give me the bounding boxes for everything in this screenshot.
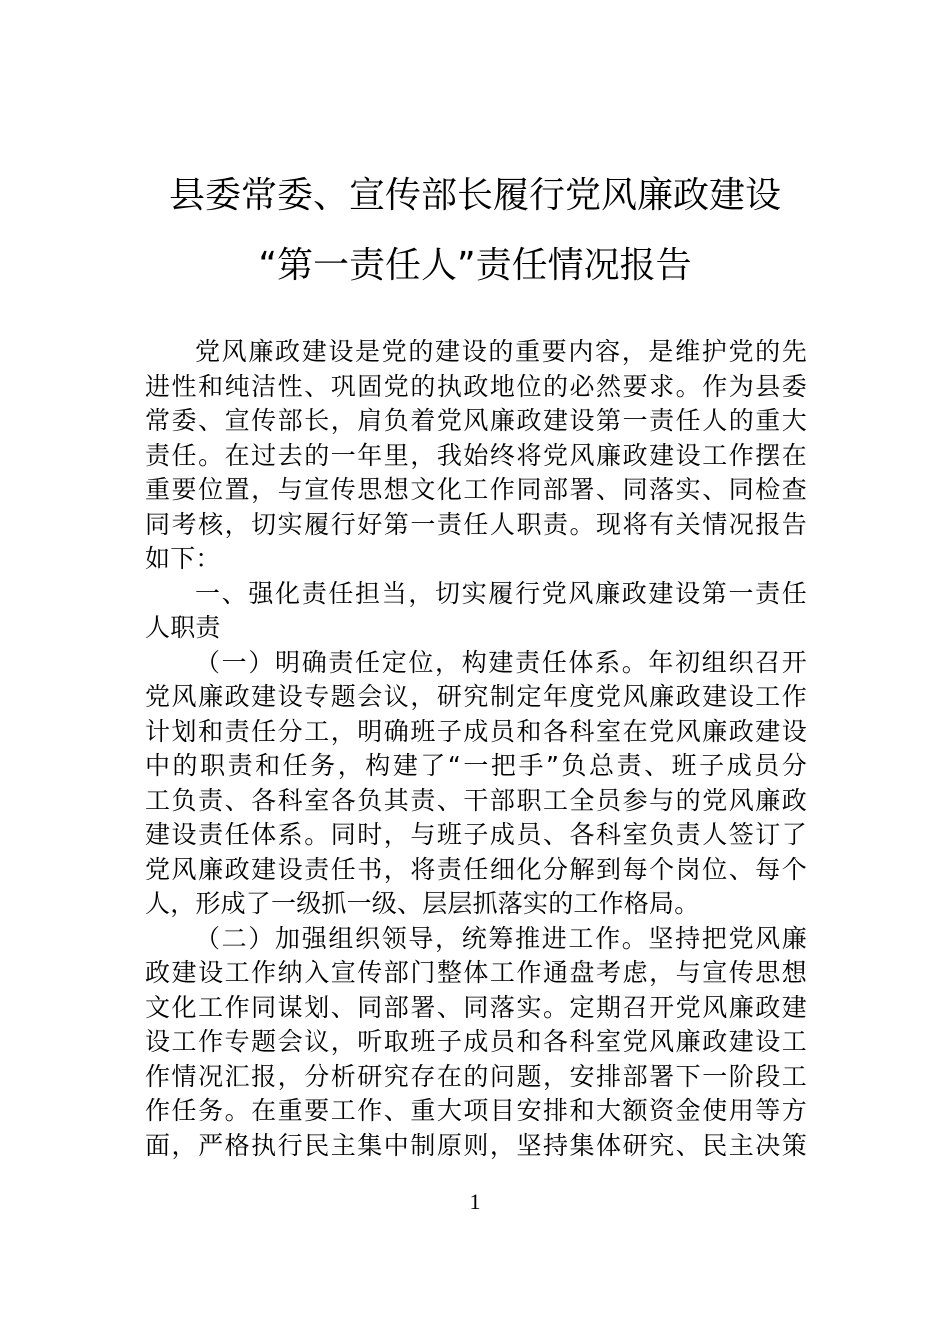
paragraph-line: 如下： <box>145 544 221 573</box>
paragraph-line: 设工作专题会议，听取班子成员和各科室党风廉政建设工 <box>145 1027 807 1056</box>
document-title-line-1: 县委常委、宣传部长履行党风廉政建设 <box>168 175 781 216</box>
section-heading-line: 一、强化责任担当，切实履行党风廉政建设第一责任 <box>195 579 807 608</box>
paragraph-line: （二）加强组织领导，统筹推进工作。坚持把党风廉 <box>195 924 807 953</box>
paragraph-line: 党风廉政建设是党的建设的重要内容，是维护党的先 <box>195 337 807 366</box>
paragraph-line: 重要位置，与宣传思想文化工作同部署、同落实、同检查 <box>145 475 807 504</box>
paragraph-line: 工负责、各科室各负其责、干部职工全员参与的党风廉政 <box>145 786 807 815</box>
paragraph-line: 中的职责和任务，构建了“一把手”负总责、班子成员分 <box>145 751 807 780</box>
page-number: 1 <box>469 1189 481 1214</box>
document-title-line-2: “第一责任人”责任情况报告 <box>258 245 692 286</box>
paragraph-line: 进性和纯洁性、巩固党的执政地位的必然要求。作为县委 <box>145 372 807 401</box>
paragraph-line: 计划和责任分工，明确班子成员和各科室在党风廉政建设 <box>145 717 807 746</box>
paragraph-line: 文化工作同谋划、同部署、同落实。定期召开党风廉政建 <box>145 993 807 1022</box>
paragraph-line: 面，严格执行民主集中制原则，坚持集体研究、民主决策 <box>145 1131 807 1160</box>
paragraph-line: 责任。在过去的一年里，我始终将党风廉政建设工作摆在 <box>145 441 807 470</box>
paragraph-line: 人，形成了一级抓一级、层层抓落实的工作格局。 <box>145 889 700 918</box>
paragraph-line: 同考核，切实履行好第一责任人职责。现将有关情况报告 <box>145 510 807 539</box>
paragraph-line: 建设责任体系。同时，与班子成员、各科室负责人签订了 <box>145 820 807 849</box>
paragraph-line: 党风廉政建设责任书，将责任细化分解到每个岗位、每个 <box>145 855 807 884</box>
paragraph-line: 党风廉政建设专题会议，研究制定年度党风廉政建设工作 <box>145 682 807 711</box>
paragraph-line: 政建设工作纳入宣传部门整体工作通盘考虑，与宣传思想 <box>145 958 807 987</box>
paragraph-line: 作情况汇报，分析研究存在的问题，安排部署下一阶段工 <box>145 1062 807 1091</box>
paragraph-line: （一）明确责任定位，构建责任体系。年初组织召开 <box>195 648 807 677</box>
paragraph-line: 作任务。在重要工作、重大项目安排和大额资金使用等方 <box>145 1096 807 1125</box>
paragraph-line: 常委、宣传部长，肩负着党风廉政建设第一责任人的重大 <box>145 406 807 435</box>
section-heading-line: 人职责 <box>145 613 221 642</box>
